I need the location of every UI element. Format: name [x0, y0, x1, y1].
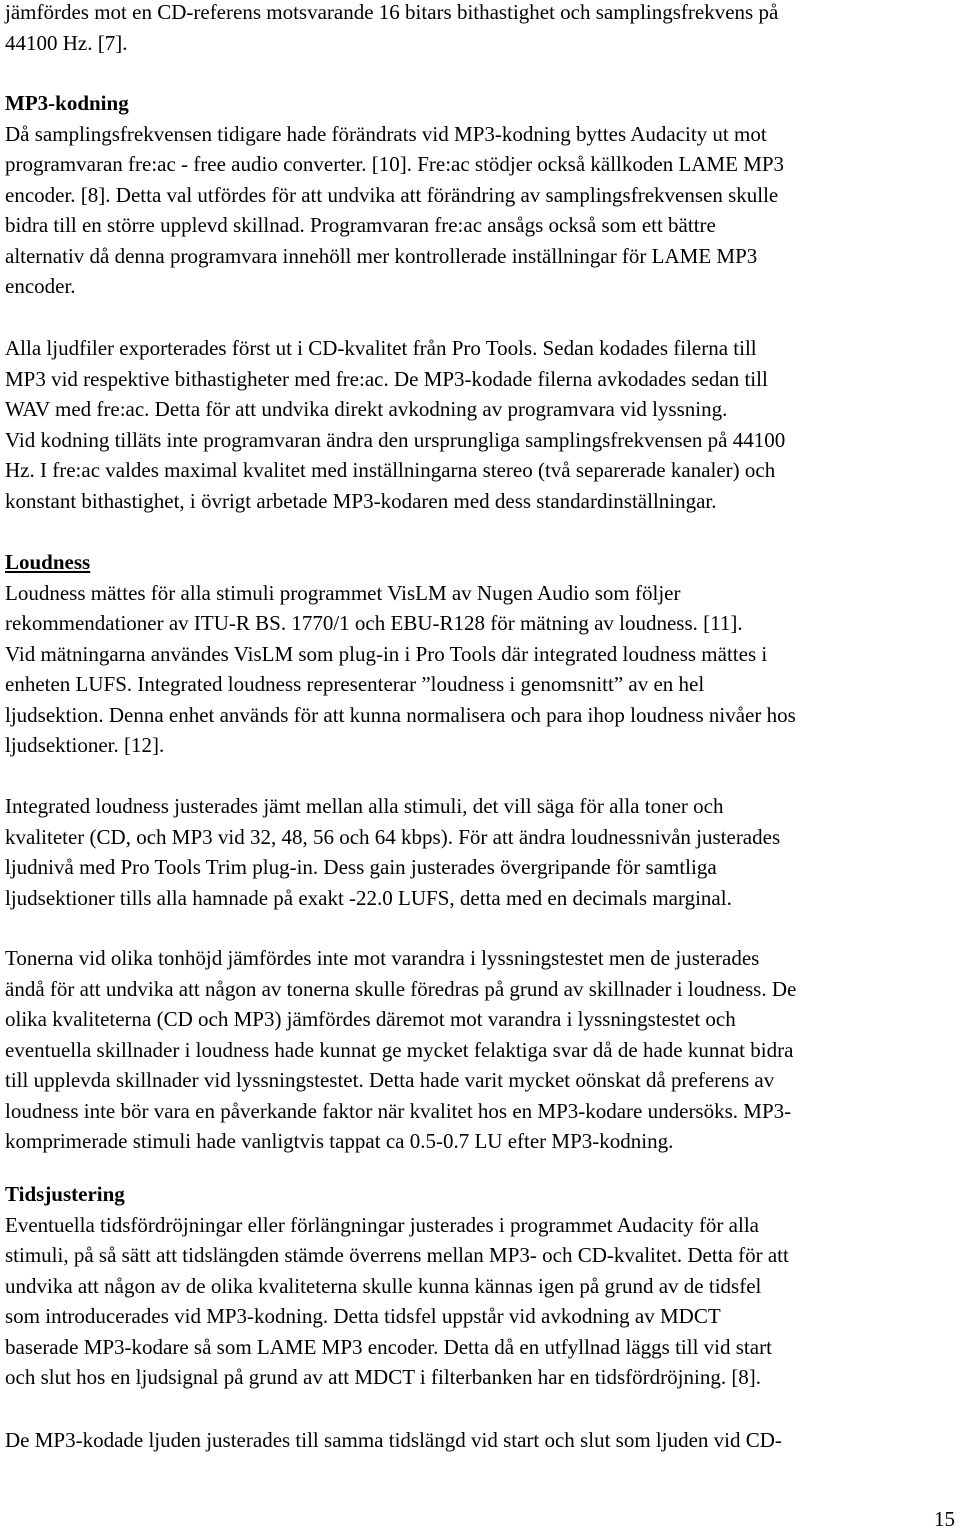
section-tidsjustering [5, 1179, 789, 1393]
text-line: och slut hos en ljudsignal på grund av att MDCT i filterbanken har en tidsfördröjning. [8]. [5, 1365, 762, 1389]
text-line: ändå för att undvika att någon av tonerna skulle föredras på grund av skillnader i loudness. De [5, 976, 797, 1001]
section-heading: Tidsjustering [5, 1182, 125, 1206]
text-line: encoder. [5, 274, 76, 298]
text-line: eventuella skillnader i loudness hade kunnat ge mycket felaktiga svar då de hade kunnat bidra [5, 1037, 794, 1062]
paragraph [5, 1210, 789, 1393]
text-line: komprimerade stimuli hade vanligtvis tappat ca 0.5-0.7 LU efter MP3-kodning. [5, 1129, 674, 1153]
text-line: olika kvaliteterna (CD och MP3) jämfördes däremot mot varandra i lyssningstestet och [5, 1007, 736, 1031]
text-line: Hz. I fre:ac valdes maximal kvalitet med inställningarna stereo (två separerade kanaler) och [5, 458, 776, 482]
section-heading: MP3-kodning [5, 91, 129, 115]
text-line: loudness inte bör vara en påverkande faktor när kvalitet hos en MP3-kodare undersöks. MP3- [5, 1098, 792, 1123]
text-line: De MP3-kodade ljuden justerades till samma tidslängd vid start och slut som ljuden vid CD- [5, 1428, 782, 1452]
text-line: Tonerna vid olika tonhöjd jämfördes inte mot varandra i lyssningstestet men de justerades [5, 946, 760, 970]
text-line: jämfördes mot en CD-referens motsvarande 16 bitars bithastighet och samplingsfrekvens på [5, 0, 779, 24]
text-line: Vid kodning tilläts inte programvaran ändra den ursprungliga samplingsfrekvensen på 44100 [5, 427, 786, 452]
text-line: Då samplingsfrekvensen tidigare hade förändrats vid MP3-kodning byttes Audacity ut mot [5, 121, 767, 146]
text-line: bidra till en större upplevd skillnad. Programvaran fre:ac ansågs också som ett bättre [5, 213, 716, 237]
text-line: Alla ljudfiler exporterades först ut i CD-kvalitet från Pro Tools. Sedan kodades filerna till [5, 336, 757, 360]
text-line: till upplevda skillnader vid lyssningstestet. Detta hade varit mycket oönskat då preferens av [5, 1068, 775, 1092]
paragraph [5, 333, 785, 516]
page-number: 15 [934, 1507, 955, 1531]
text-line: som introducerades vid MP3-kodning. Detta tidsfel uppstår vid avkodning av MDCT [5, 1304, 721, 1328]
text-line: 44100 Hz. [7]. [5, 30, 128, 55]
paragraph [5, 943, 796, 1157]
text-line: MP3 vid respektive bithastigheter med fre:ac. De MP3-kodade filerna avkodades sedan till [5, 366, 768, 391]
text-line: programvaran fre:ac - free audio converter. [10]. Fre:ac stödjer också källkoden LAME MP3 [5, 152, 785, 176]
text-line: konstant bithastighet, i övrigt arbetade MP3-kodaren med dess standardinställningar. [5, 488, 717, 513]
text-line: Vid mätningarna användes VisLM som plug-in i Pro Tools där integrated loudness mättes i [5, 641, 768, 666]
text-line: stimuli, på så sätt att tidslängden stämde överrens mellan MP3- och CD-kvalitet. Detta för att [5, 1243, 789, 1267]
paragraph [5, 119, 784, 302]
text-line: ljudnivå med Pro Tools Trim plug-in. Dess gain justerades övergripande för samtliga [5, 855, 717, 879]
text-line: baserade MP3-kodare så som LAME MP3 encoder. Detta då en utfyllnad läggs till vid start [5, 1334, 772, 1359]
text-line: rekommendationer av ITU-R BS. 1770/1 och EBU-R128 för mätning av loudness. [11]. [5, 611, 743, 635]
text-line: Integrated loudness justerades jämt mellan alla stimuli, det vill säga för alla toner och [5, 794, 724, 818]
paragraph [5, 1425, 782, 1456]
section-loudness [5, 547, 796, 761]
text-line: ljudsektioner. [12]. [5, 733, 165, 757]
text-line: Loudness mättes för alla stimuli programmet VisLM av Nugen Audio som följer [5, 580, 681, 605]
text-line: alternativ då denna programvara innehöll mer kontrollerade inställningar för LAME MP3 [5, 243, 758, 268]
section-heading: Loudness [5, 550, 91, 574]
text-line: encoder. [8]. Detta val utfördes för att undvika att förändring av samplingsfrekvensen skulle [5, 182, 779, 207]
paragraph [5, 791, 780, 913]
text-line: ljudsektioner tills alla hamnade på exakt -22.0 LUFS, detta med en decimals marginal. [5, 885, 732, 910]
section-mp3-kodning [5, 88, 784, 302]
text-line: enheten LUFS. Integrated loudness representerar ”loudness i genomsnitt” av en hel [5, 672, 705, 696]
text-line: kvaliteter (CD, och MP3 vid 32, 48, 56 och 64 kbps). För att ändra loudnessnivån justerades [5, 824, 781, 849]
text-line: Eventuella tidsfördröjningar eller förlängningar justerades i programmet Audacity för alla [5, 1212, 759, 1237]
text-line: WAV med fre:ac. Detta för att undvika direkt avkodning av programvara vid lyssning. [5, 397, 728, 421]
intro-paragraph [5, 0, 778, 58]
text-line: undvika att någon av de olika kvaliteterna skulle kunna kännas igen på grund av de tidsfel [5, 1273, 762, 1298]
paragraph [5, 578, 796, 761]
text-line: ljudsektion. Denna enhet används för att kunna normalisera och para ihop loudness nivåer hos [5, 702, 796, 727]
